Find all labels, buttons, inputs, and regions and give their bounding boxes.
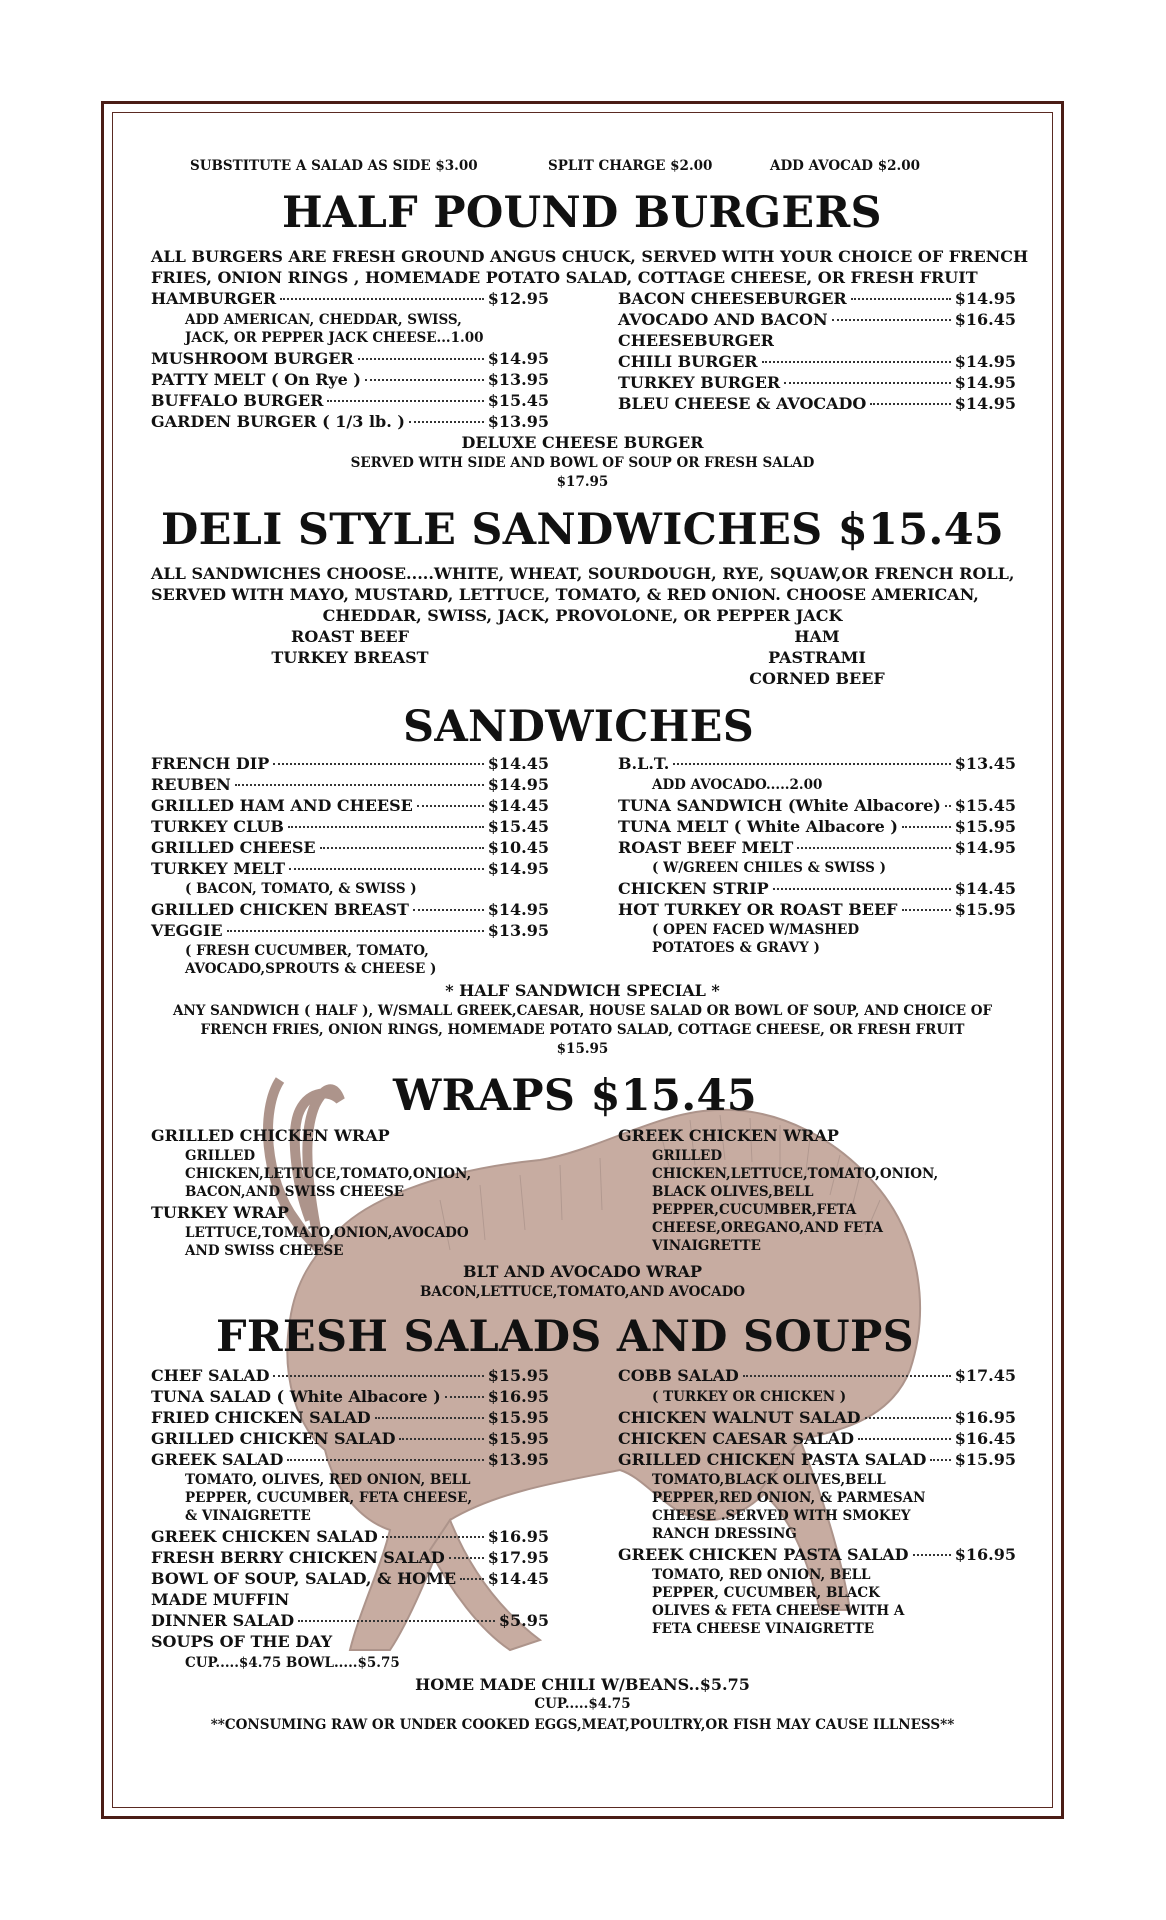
hot-turkey-note-1: ( OPEN FACED W/MASHED <box>652 922 860 938</box>
wrap-greek-desc-1: GRILLED <box>652 1148 723 1164</box>
deli-item-roast-beef: ROAST BEEF <box>291 627 409 646</box>
wrap-blt-avocado: BLT AND AVOCADO WRAP <box>463 1262 702 1281</box>
wrap-blt-avocado-desc: BACON,LETTUCE,TOMATO,AND AVOCADO <box>419 1284 746 1300</box>
menu-item-cobb-salad: COBB SALAD $17.45 <box>618 1366 1016 1385</box>
wrap-grilled-chicken-desc-1: GRILLED <box>185 1148 256 1164</box>
menu-item-hot-turkey-roast-beef: HOT TURKEY OR ROAST BEEF $15.95 <box>618 900 1016 919</box>
deli-desc-line-2: SERVED WITH MAYO, MUSTARD, LETTUCE, TOMATO, & RED ONION. CHOOSE AMERICAN, <box>151 585 979 604</box>
half-sandwich-desc-2: FRENCH FRIES, ONION RINGS, HOMEMADE POTATO SALAD, COTTAGE CHEESE, OR FRESH FRUIT <box>200 1022 965 1038</box>
menu-item-greek-chicken-pasta-salad: GREEK CHICKEN PASTA SALAD $16.95 <box>618 1545 1016 1564</box>
wrap-greek-desc-5: CHEESE,OREGANO,AND FETA <box>652 1220 883 1236</box>
menu-item-grilled-cheese: GRILLED CHEESE $10.45 <box>151 838 549 857</box>
menu-item-turkey-club: TURKEY CLUB $15.45 <box>151 817 549 836</box>
greek-salad-note-2: PEPPER, CUCUMBER, FETA CHEESE, <box>185 1490 473 1506</box>
menu-item-chicken-strip: CHICKEN STRIP $14.45 <box>618 879 1016 898</box>
wrap-turkey: TURKEY WRAP <box>151 1203 289 1222</box>
wrap-greek-desc-3: BLACK OLIVES,BELL <box>652 1184 814 1200</box>
greek-salad-note-3: & VINAIGRETTE <box>185 1508 311 1524</box>
blt-note: ADD AVOCADO.....2.00 <box>652 777 823 793</box>
menu-item-tuna-sandwich: TUNA SANDWICH (White Albacore) $15.45 <box>618 796 1016 815</box>
deli-item-ham: HAM <box>794 627 840 646</box>
menu-item-dinner-salad: DINNER SALAD $5.95 <box>151 1611 549 1630</box>
burgers-section-title: HALF POUND BURGERS <box>282 188 882 238</box>
menu-item-bacon-cheeseburger: BACON CHEESEBURGER $14.95 <box>618 289 1016 308</box>
wrap-greek-chicken: GREEK CHICKEN WRAP <box>618 1126 839 1145</box>
menu-item-grilled-chicken-pasta-salad: GRILLED CHICKEN PASTA SALAD $15.95 <box>618 1450 1016 1469</box>
home-made-chili: HOME MADE CHILI W/BEANS..$5.75 <box>415 1675 750 1694</box>
wraps-section-title: WRAPS $15.45 <box>393 1071 757 1121</box>
deluxe-price: $17.95 <box>556 474 609 490</box>
salad-side-note: SUBSTITUTE A SALAD AS SIDE $3.00 <box>190 158 478 174</box>
soups-of-the-day: SOUPS OF THE DAY <box>151 1632 333 1651</box>
greek-pasta-note-3: OLIVES & FETA CHEESE WITH A <box>652 1603 905 1619</box>
wrap-grilled-chicken-desc-2: CHICKEN,LETTUCE,TOMATO,ONION, <box>185 1166 472 1182</box>
menu-item-french-dip: FRENCH DIP $14.45 <box>151 754 549 773</box>
wrap-turkey-desc-2: AND SWISS CHEESE <box>185 1243 344 1259</box>
menu-item-veggie: VEGGIE $13.95 <box>151 921 549 940</box>
pasta-salad-note-4: RANCH DRESSING <box>652 1526 797 1542</box>
salads-section-title: FRESH SALADS AND SOUPS <box>216 1312 914 1362</box>
menu-item-grilled-chicken-salad: GRILLED CHICKEN SALAD $15.95 <box>151 1429 549 1448</box>
roast-beef-melt-note: ( W/GREEN CHILES & SWISS ) <box>652 860 886 876</box>
deli-desc-line-1: ALL SANDWICHES CHOOSE.....WHITE, WHEAT, SOURDOUGH, RYE, SQUAW,OR FRENCH ROLL, <box>151 564 1015 583</box>
pasta-salad-note-2: PEPPER,RED ONION, & PARMESAN <box>652 1490 926 1506</box>
sandwiches-section-title: SANDWICHES <box>403 702 755 752</box>
menu-item-turkey-melt: TURKEY MELT $14.95 <box>151 859 549 878</box>
menu-item-bleu-cheese-avocado: BLEU CHEESE & AVOCADO $14.95 <box>618 394 1016 413</box>
half-sandwich-price: $15.95 <box>556 1041 609 1057</box>
menu-item-reuben: REUBEN $14.95 <box>151 775 549 794</box>
hamburger-note-1: ADD AMERICAN, CHEDDAR, SWISS, <box>185 312 462 328</box>
bowl-soup-cont: MADE MUFFIN <box>151 1590 290 1609</box>
greek-pasta-note-2: PEPPER, CUCUMBER, BLACK <box>652 1585 880 1601</box>
menu-item-roast-beef-melt: ROAST BEEF MELT $14.95 <box>618 838 1016 857</box>
menu-item-chef-salad: CHEF SALAD $15.95 <box>151 1366 549 1385</box>
wrap-turkey-desc-1: LETTUCE,TOMATO,ONION,AVOCADO <box>185 1225 469 1241</box>
menu-item-garden-burger: GARDEN BURGER ( 1/3 lb. ) $13.95 <box>151 412 549 431</box>
half-sandwich-special-title: * HALF SANDWICH SPECIAL * <box>445 981 720 1000</box>
wrap-greek-desc-6: VINAIGRETTE <box>652 1238 761 1254</box>
hot-turkey-note-2: POTATOES & GRAVY ) <box>652 940 820 956</box>
pasta-salad-note-1: TOMATO,BLACK OLIVES,BELL <box>652 1472 886 1488</box>
deli-desc-line-3: CHEDDAR, SWISS, JACK, PROVOLONE, OR PEPPER JACK <box>322 606 843 625</box>
soups-prices: CUP.....$4.75 BOWL.....$5.75 <box>185 1655 400 1671</box>
menu-item-greek-chicken-salad: GREEK CHICKEN SALAD $16.95 <box>151 1527 549 1546</box>
menu-item-fresh-berry-chicken-salad: FRESH BERRY CHICKEN SALAD $17.95 <box>151 1548 549 1567</box>
deli-item-pastrami: PASTRAMI <box>768 648 866 667</box>
deluxe-title: DELUXE CHEESE BURGER <box>461 433 704 452</box>
menu-item-chicken-caesar-salad: CHICKEN CAESAR SALAD $16.45 <box>618 1429 1016 1448</box>
greek-pasta-note-1: TOMATO, RED ONION, BELL <box>652 1567 871 1583</box>
menu-item-patty-melt: PATTY MELT ( On Rye ) $13.95 <box>151 370 549 389</box>
menu-item-buffalo-burger: BUFFALO BURGER $15.45 <box>151 391 549 410</box>
deli-section-title: DELI STYLE SANDWICHES $15.45 <box>161 505 1005 555</box>
menu-item-chili-burger: CHILI BURGER $14.95 <box>618 352 1016 371</box>
deluxe-desc: SERVED WITH SIDE AND BOWL OF SOUP OR FRESH SALAD <box>350 455 815 471</box>
wrap-grilled-chicken-desc-3: BACON,AND SWISS CHEESE <box>185 1184 405 1200</box>
menu-item-tuna-melt: TUNA MELT ( White Albacore ) $15.95 <box>618 817 1016 836</box>
wrap-greek-desc-2: CHICKEN,LETTUCE,TOMATO,ONION, <box>652 1166 939 1182</box>
pasta-salad-note-3: CHEESE .SERVED WITH SMOKEY <box>652 1508 911 1524</box>
veggie-note-2: AVOCADO,SPROUTS & CHEESE ) <box>185 961 437 977</box>
menu-item-fried-chicken-salad: FRIED CHICKEN SALAD $15.95 <box>151 1408 549 1427</box>
menu-item-mushroom-burger: MUSHROOM BURGER $14.95 <box>151 349 549 368</box>
veggie-note-1: ( FRESH CUCUMBER, TOMATO, <box>185 943 429 959</box>
deli-item-corned-beef: CORNED BEEF <box>749 669 885 688</box>
deli-item-turkey-breast: TURKEY BREAST <box>271 648 429 667</box>
menu-item-greek-salad: GREEK SALAD $13.95 <box>151 1450 549 1469</box>
turkey-melt-note: ( BACON, TOMATO, & SWISS ) <box>185 881 417 897</box>
chili-cup-price: CUP.....$4.75 <box>534 1696 631 1712</box>
half-sandwich-desc-1: ANY SANDWICH ( HALF ), W/SMALL GREEK,CAESAR, HOUSE SALAD OR BOWL OF SOUP, AND CHOICE OF <box>172 1003 993 1019</box>
menu-item-blt: B.L.T. $13.45 <box>618 754 1016 773</box>
menu-item-turkey-burger: TURKEY BURGER $14.95 <box>618 373 1016 392</box>
menu-item-avocado-bacon: AVOCADO AND BACON $16.45 <box>618 310 1016 329</box>
burgers-desc-line-2: FRIES, ONION RINGS , HOMEMADE POTATO SALAD, COTTAGE CHEESE, OR FRESH FRUIT <box>151 268 978 287</box>
menu-item-tuna-salad: TUNA SALAD ( White Albacore ) $16.95 <box>151 1387 549 1406</box>
add-avocado-note: ADD AVOCAD $2.00 <box>770 158 920 174</box>
cobb-salad-note: ( TURKEY OR CHICKEN ) <box>652 1389 847 1405</box>
greek-pasta-note-4: FETA CHEESE VINAIGRETTE <box>652 1621 875 1637</box>
menu-item-grilled-chicken-breast: GRILLED CHICKEN BREAST $14.95 <box>151 900 549 919</box>
menu-item-chicken-walnut-salad: CHICKEN WALNUT SALAD $16.95 <box>618 1408 1016 1427</box>
greek-salad-note-1: TOMATO, OLIVES, RED ONION, BELL <box>185 1472 471 1488</box>
wrap-greek-desc-4: PEPPER,CUCUMBER,FETA <box>652 1202 857 1218</box>
avocado-bacon-cont: CHEESEBURGER <box>618 331 774 350</box>
consumption-warning: **CONSUMING RAW OR UNDER COOKED EGGS,MEAT,POULTRY,OR FISH MAY CAUSE ILLNESS** <box>210 1717 955 1733</box>
menu-item-grilled-ham-cheese: GRILLED HAM AND CHEESE $14.45 <box>151 796 549 815</box>
menu-item-hamburger: HAMBURGER $12.95 <box>151 289 549 308</box>
burgers-desc-line-1: ALL BURGERS ARE FRESH GROUND ANGUS CHUCK, SERVED WITH YOUR CHOICE OF FRENCH <box>151 247 1029 266</box>
hamburger-note-2: JACK, OR PEPPER JACK CHEESE...1.00 <box>185 330 484 346</box>
split-charge-note: SPLIT CHARGE $2.00 <box>548 158 713 174</box>
menu-item-bowl-soup-salad-muffin: BOWL OF SOUP, SALAD, & HOME $14.45 <box>151 1569 549 1588</box>
wrap-grilled-chicken: GRILLED CHICKEN WRAP <box>151 1126 390 1145</box>
